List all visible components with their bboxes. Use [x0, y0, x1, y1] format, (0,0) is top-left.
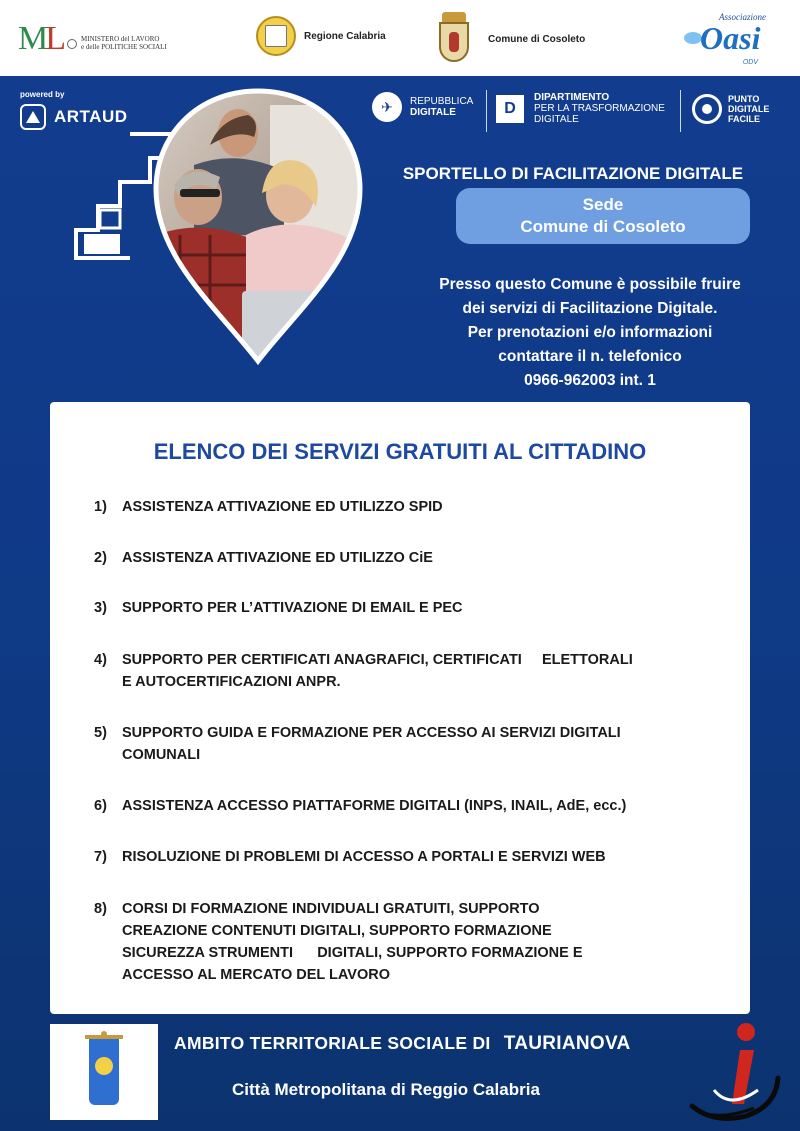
ministero-line2: e delle POLITICHE SOCIALI	[81, 43, 167, 51]
service-text: ASSISTENZA ACCESSO PIATTAFORME DIGITALI (INPS, INAIL, AdE, ecc.)	[122, 798, 627, 814]
contact-line: dei servizi di Facilitazione Digitale.	[462, 300, 718, 317]
service-text: SUPPORTO PER CERTIFICATI ANAGRAFICI, CERTIFICATI ELETTORALI	[122, 652, 633, 668]
artaud-icon	[20, 104, 46, 130]
oasi-logo	[680, 12, 776, 68]
phone-number: 0966-962003 int. 1	[524, 372, 656, 389]
ambito-city: TAURIANOVA	[503, 1033, 631, 1054]
service-text: E AUTOCERTIFICAZIONI ANPR.	[122, 674, 341, 690]
sede-box	[456, 188, 750, 244]
service-text: ASSISTENZA ATTIVAZIONE ED UTILIZZO SPID	[122, 499, 443, 515]
info-icon	[684, 1020, 784, 1124]
service-text: CORSI DI FORMAZIONE INDIVIDUALI GRATUITI, SUPPORTO	[122, 901, 540, 917]
service-text: ACCESSO AL MERCATO DEL LAVORO	[122, 967, 391, 983]
contact-line: Presso questo Comune è possibile fruire	[439, 276, 741, 293]
oasi-tag: ODV	[742, 59, 758, 66]
service-number: 5)	[94, 725, 107, 741]
service-number: 1)	[94, 499, 107, 515]
service-item	[94, 547, 433, 569]
service-item	[94, 795, 626, 817]
partner-divider	[680, 90, 681, 132]
comune-name: Comune di Cosoleto	[488, 33, 586, 45]
repubblica-line1: REPUBBLICA	[410, 96, 474, 107]
people-photo-pin	[150, 85, 366, 367]
dipartimento-icon: D	[496, 95, 524, 123]
sportello-title: SPORTELLO DI FACILITAZIONE DIGITALE	[402, 164, 744, 183]
repubblica-line2: DIGITALE	[410, 107, 456, 118]
service-text: ASSISTENZA ATTIVAZIONE ED UTILIZZO CiE	[122, 550, 433, 566]
service-item	[94, 898, 583, 986]
logo-strip	[0, 0, 800, 76]
artaud-name: ARTAUD	[54, 107, 128, 126]
sede-value: Comune di Cosoleto	[520, 217, 686, 236]
service-text: SUPPORTO PER L’ATTIVAZIONE DI EMAIL E PEC	[122, 600, 463, 616]
ministero-line1: MINISTERO del LAVORO	[81, 35, 160, 43]
sede-label: Sede	[582, 195, 624, 214]
service-item	[94, 496, 443, 518]
taurianova-gonfalone	[50, 1024, 158, 1120]
gonfalone-icon	[83, 1031, 125, 1113]
service-item	[94, 846, 606, 868]
service-text: SUPPORTO GUIDA E FORMAZIONE PER ACCESSO AI SERVIZI DIGITALI	[122, 725, 621, 741]
regione-name: Regione Calabria	[304, 30, 386, 42]
service-number: 8)	[94, 901, 107, 917]
comune-logo	[436, 12, 585, 66]
ambito-label: AMBITO TERRITORIALE SOCIALE DI	[174, 1033, 491, 1053]
oasi-word: Oasi	[700, 20, 761, 56]
service-text: SICUREZZA STRUMENTI DIGITALI, SUPPORTO FORMAZIONE E	[122, 945, 583, 961]
artaud-logo	[20, 104, 128, 130]
contact-line: Per prenotazioni e/o informazioni	[467, 324, 713, 341]
service-number: 4)	[94, 652, 107, 668]
comune-crest-icon	[436, 12, 472, 66]
regione-crest-icon	[256, 16, 296, 56]
dipartimento-line1: DIPARTIMENTO	[534, 92, 610, 103]
repubblica-digitale-logo	[372, 92, 473, 122]
services-title: ELENCO DEI SERVIZI GRATUITI AL CITTADINO	[153, 439, 647, 464]
service-number: 3)	[94, 600, 107, 616]
service-text: CREAZIONE CONTENUTI DIGITALI, SUPPORTO FORMAZIONE	[122, 923, 552, 939]
location-pin-icon	[692, 94, 722, 124]
dipartimento-logo	[496, 92, 665, 125]
contact-info	[400, 273, 780, 393]
rocket-icon: ✈	[372, 92, 402, 122]
punto-line1: PUNTO	[728, 94, 760, 104]
services-card	[50, 402, 750, 1014]
service-number: 2)	[94, 550, 107, 566]
emblem-icon	[67, 39, 77, 49]
service-text: RISOLUZIONE DI PROBLEMI DI ACCESSO A PORTALI E SERVIZI WEB	[122, 849, 606, 865]
punto-line3: FACILE	[728, 114, 761, 124]
service-item	[94, 649, 633, 693]
ambito-title	[174, 1033, 631, 1055]
powered-by-label: powered by	[20, 90, 65, 99]
punto-digitale-logo	[692, 94, 769, 124]
punto-line2: DIGITALE	[728, 104, 770, 114]
partner-divider	[486, 90, 487, 132]
service-item	[94, 722, 621, 766]
contact-line: contattare il n. telefonico	[498, 348, 682, 365]
oasi-assoc: Associazione	[719, 12, 766, 22]
metro-city: Città Metropolitana di Reggio Calabria	[232, 1080, 540, 1099]
ministero-logo	[18, 22, 167, 56]
service-item	[94, 597, 463, 619]
service-text: COMUNALI	[122, 747, 201, 763]
dipartimento-line3: DIGITALE	[534, 114, 579, 125]
dipartimento-line2: PER LA TRASFORMAZIONE	[534, 103, 665, 114]
ministero-mark-icon: ML	[18, 20, 64, 57]
regione-logo	[256, 16, 386, 56]
service-number: 6)	[94, 798, 107, 814]
service-number: 7)	[94, 849, 107, 865]
